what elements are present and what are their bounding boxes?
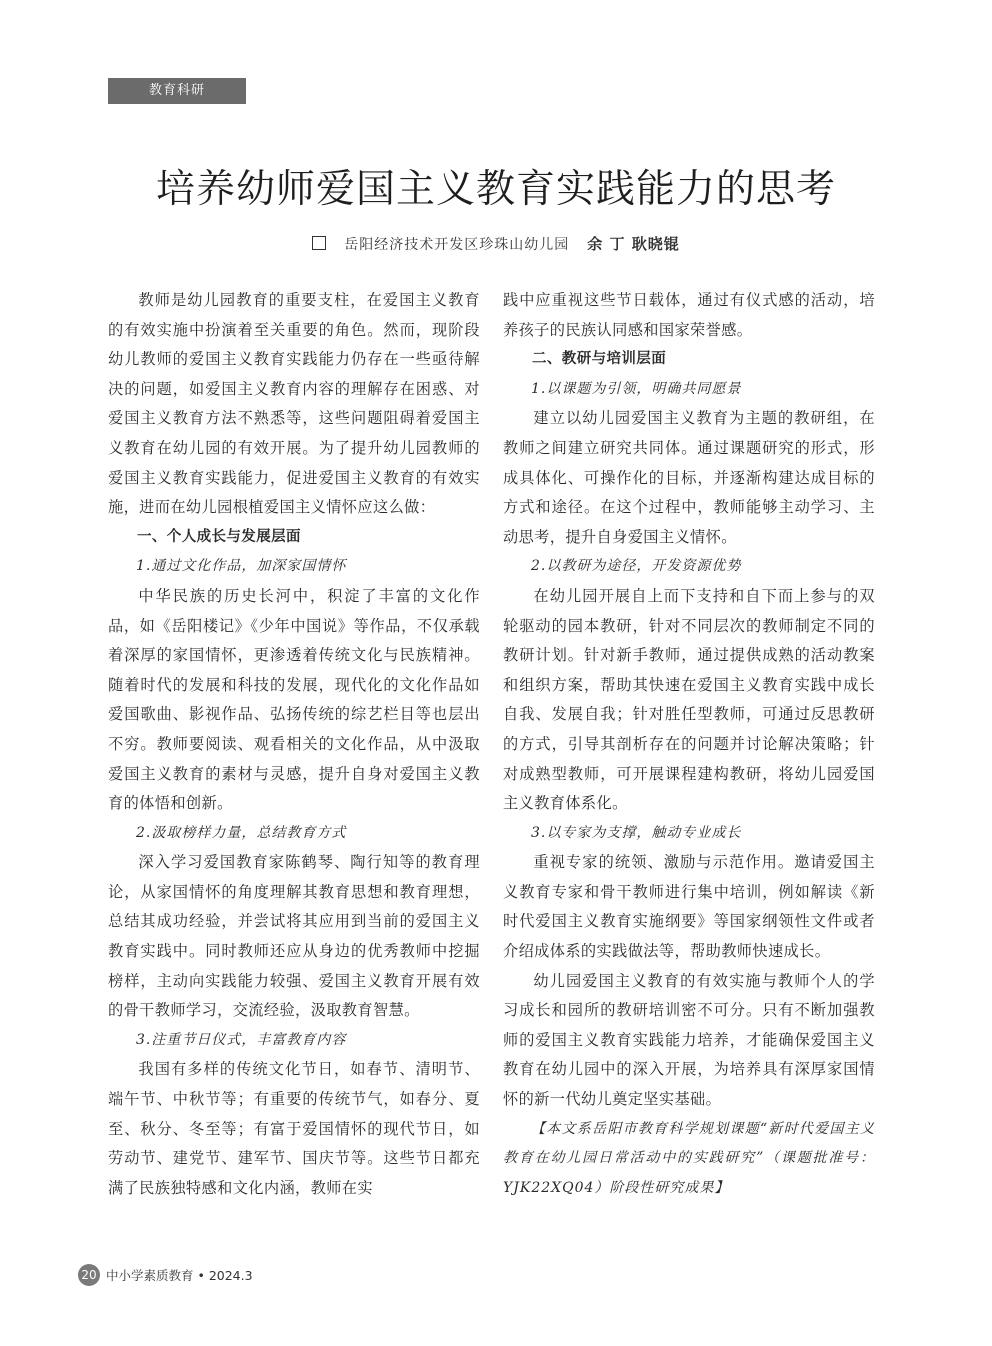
paragraph: 我国有多样的传统文化节日，如春节、清明节、端午节、中秋节等；有重要的传统节气，如春分、夏至、秋分、冬至等；有富于爱国情怀的现代节日，如劳动节、建党节、建军节、国庆节等。这些节日都充满了民族独特感和文化内涵，教师在实 <box>108 1060 480 1197</box>
page-footer <box>78 1264 253 1286</box>
subsection-heading: 1.以课题为引领，明确共同愿景 <box>531 380 742 397</box>
byline <box>0 233 992 254</box>
paragraph: 建立以幼儿园爱国主义教育为主题的教研组，在教师之间建立研究共同体。通过课题研究的形式，形成具体化、可操作化的目标，并逐渐构建达成目标的方式和途径。在这个过程中，教师能够主动学习、主动思考，提升自身爱国主义情怀。 <box>503 409 875 546</box>
authors: 余 丁 耿晓锟 <box>587 235 680 253</box>
subsection-heading: 1.通过文化作品，加深家国情怀 <box>136 558 347 575</box>
section-heading: 一、个人成长与发展层面 <box>137 528 301 545</box>
article-title: 培养幼师爱国主义教育实践能力的思考 <box>155 167 836 212</box>
affiliation: 岳阳经济技术开发区珍珠山幼儿园 <box>344 237 570 253</box>
right-column <box>503 286 875 1203</box>
subsection-heading: 3.注重节日仪式，丰富教育内容 <box>136 1031 347 1048</box>
subsection-heading: 2.汲取榜样力量，总结教育方式 <box>136 824 347 841</box>
page-number: 20 <box>78 1264 100 1286</box>
section-heading: 二、教研与培训层面 <box>532 351 667 368</box>
paragraph: 在幼儿园开展自上而下支持和自下而上参与的双轮驱动的园本教研，针对不同层次的教师制定不同的教研计划。针对新手教师，通过提供成熟的活动教案和组织方案，帮助其快速在爱国主义教育实践中成长自我、发展自我；针对胜任型教师，可通过反思教研的方式，引导其剖析存在的问题并讨论解决策略；针对成熟型教师，可开展课程建构教研，将幼儿园爱国主义教育体系化。 <box>503 586 875 813</box>
paragraph-continuation: 践中应重视这些节日载体，通过有仪式感的活动，培养孩子的民族认同感和国家荣誉感。 <box>503 291 875 339</box>
paragraph: 教师是幼儿园教育的重要支柱，在爱国主义教育的有效实施中扮演着至关重要的角色。然而，现阶段幼儿教师的爱国主义教育实践能力仍存在一些亟待解决的问题，如爱国主义教育内容的理解存在困惑、对爱国主义教育方法不熟悉等，这些问题阻碍着爱国主义教育在幼儿园的有效开展。为了提升幼儿园教师的爱国主义教育实践能力，促进爱国主义教育的有效实施，进而在幼儿园根植爱国主义情怀应这么做： <box>108 291 480 517</box>
paragraph: 幼儿园爱国主义教育的有效实施与教师个人的学习成长和园所的教研培训密不可分。只有不断加强教师的爱国主义教育实践能力培养，才能确保爱国主义教育在幼儿园中的深入开展，为培养具有深厚家国情怀的新一代幼儿奠定坚实基础。 <box>503 971 875 1109</box>
left-column <box>108 286 480 1203</box>
journal-info: 中小学素质教育 • 2024.3 <box>106 1268 253 1283</box>
square-icon <box>312 236 326 250</box>
subsection-heading: 2.以教研为途径，开发资源优势 <box>531 558 742 575</box>
subsection-heading: 3.以专家为支撑，触动专业成长 <box>531 824 742 841</box>
section-tag: 教育科研 <box>108 78 246 104</box>
paragraph: 重视专家的统领、激励与示范作用。邀请爱国主义教育专家和骨干教师进行集中培训，例如解读《新时代爱国主义教育实施纲要》等国家纲领性文件或者介绍成体系的实践做法等，帮助教师快速成长。 <box>503 853 875 961</box>
paragraph: 深入学习爱国教育家陈鹤琴、陶行知等的教育理论，从家国情怀的角度理解其教育思想和教育理想，总结其成功经验，并尝试将其应用到当前的爱国主义教育实践中。同时教师还应从身边的优秀教师中挖掘榜样，主动向实践能力较强、爱国主义教育开展有效的骨干教师学习，交流经验，汲取教育智慧。 <box>108 853 480 1020</box>
funding-note: 【本文系岳阳市教育科学规划课题“新时代爱国主义教育在幼儿园日常活动中的实践研究”（课题批准号：YJK22XQ04）阶段性研究成果】 <box>503 1120 875 1196</box>
paragraph: 中华民族的历史长河中，积淀了丰富的文化作品，如《岳阳楼记》《少年中国说》等作品，不仅承载着深厚的家国情怀，更渗透着传统文化与民族精神。随着时代的发展和科技的发展，现代化的文化作品如爱国歌曲、影视作品、弘扬传统的综艺栏目等也层出不穷。教师要阅读、观看相关的文化作品，从中汲取爱国主义教育的素材与灵感，提升自身对爱国主义教育的体悟和创新。 <box>108 586 480 813</box>
